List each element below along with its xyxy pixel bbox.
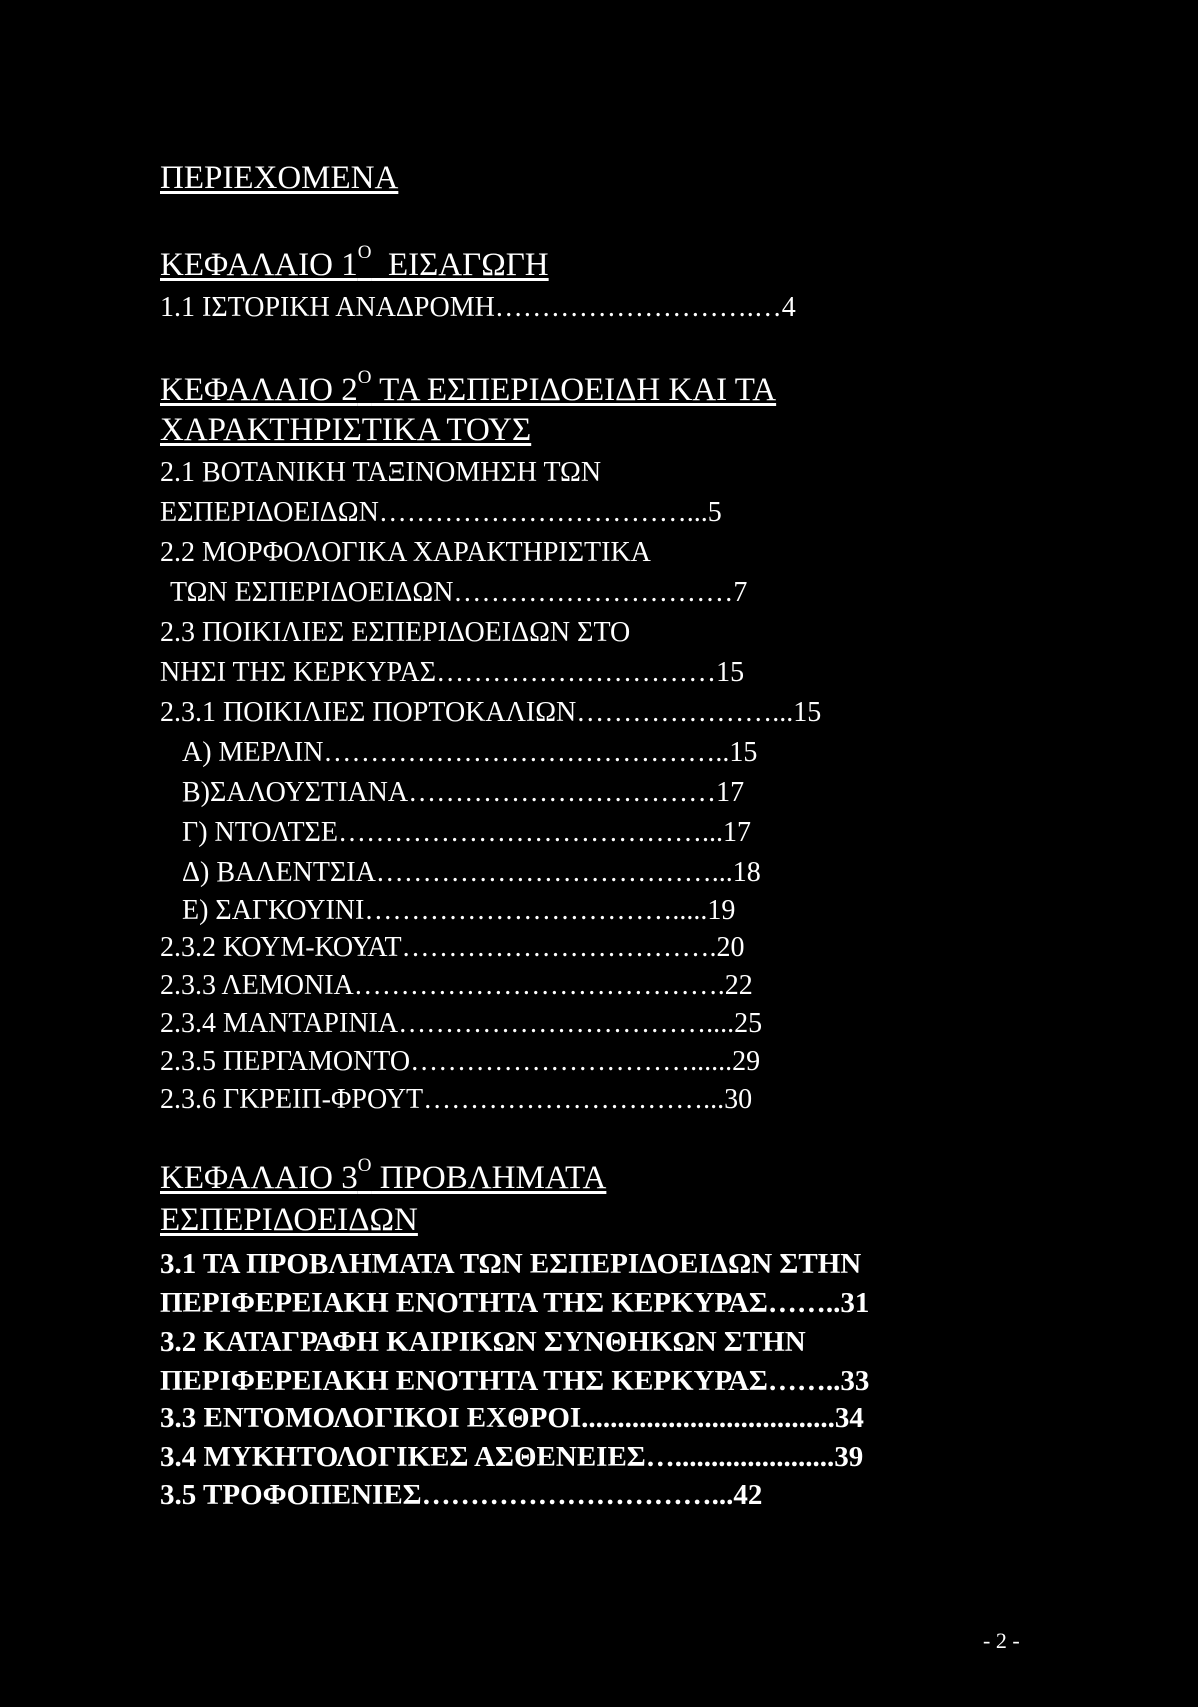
toc-title: ΠΕΡΙΕΧΟΜΕΝΑ [160, 160, 399, 196]
chapter-1-sup: Ο [357, 242, 372, 263]
toc-entry-2-3-6: 2.3.6 ΓΚΡΕΙΠ-ΦΡΟΥΤ…………………………...30 [160, 1084, 753, 1115]
toc-entry-2-1-line2: ΕΣΠΕΡΙΔΟΕΙΔΩΝ……………………………...5 [160, 497, 722, 528]
chapter-1-heading [160, 242, 549, 285]
toc-entry-3-1-line1: 3.1 ΤΑ ΠΡΟΒΛΗΜΑΤΑ ΤΩΝ ΕΣΠΕΡΙΔΟΕΙΔΩΝ ΣΤΗΝ [160, 1248, 862, 1280]
toc-entry-3-3: 3.3 ΕΝΤΟΜΟΛΟΓΙΚΟΙ ΕΧΘΡΟΙ...................................34 [160, 1402, 864, 1434]
toc-entry-2-3-line1: 2.3 ΠΟΙΚΙΛΙΕΣ ΕΣΠΕΡΙΔΟΕΙΔΩΝ ΣΤΟ [160, 617, 631, 648]
toc-entry-2-3-line2: ΝΗΣΙ ΤΗΣ ΚΕΡΚΥΡΑΣ…………………………15 [160, 657, 745, 688]
toc-entry-2-2-line2: ΤΩΝ ΕΣΠΕΡΙΔΟΕΙΔΩΝ…………………………7 [170, 577, 748, 608]
chapter-1-prefix: ΚΕΦΑΛΑΙΟ 1 [160, 247, 358, 283]
toc-entry-dolce: Γ) ΝΤΟΛΤΣΕ…………………………………...17 [182, 817, 751, 848]
toc-entry-2-3-3: 2.3.3 ΛΕΜΟΝΙΑ………………………………….22 [160, 970, 753, 1001]
toc-entry-3-1-line2: ΠΕΡΙΦΕΡΕΙΑΚΗ ΕΝΟΤΗΤΑ ΤΗΣ ΚΕΡΚΥΡΑΣ……..31 [160, 1287, 870, 1319]
chapter-3-prefix: ΚΕΦΑΛΑΙΟ 3 [160, 1160, 358, 1196]
chapter-3-heading [160, 1155, 607, 1198]
chapter-1-title: ΕΙΣΑΓΩΓΗ [371, 247, 549, 283]
toc-entry-3-4: 3.4 ΜΥΚΗΤΟΛΟΓΙΚΕΣ ΑΣΘΕΝΕΙΕΣ…......................39 [160, 1441, 864, 1473]
toc-entry-1-1: 1.1 ΙΣΤΟΡΙΚΗ ΑΝΑΔΡΟΜΗ……………………….…4 [160, 292, 796, 323]
toc-entry-saloustiana: Β)ΣΑΛΟΥΣΤΙΑΝΑ……………………………17 [182, 777, 745, 808]
toc-entry-3-2-line1: 3.2 ΚΑΤΑΓΡΑΦΗ ΚΑΙΡΙΚΩΝ ΣΥΝΘΗΚΩΝ ΣΤΗΝ [160, 1326, 806, 1358]
chapter-2-heading [160, 367, 777, 410]
toc-entry-2-3-2: 2.3.2 ΚΟΥΜ-ΚΟΥΑΤ…………………………….20 [160, 932, 745, 963]
toc-entry-sanguinello: Ε) ΣΑΓΚΟΥΙΝΙ…………………………….....19 [182, 895, 736, 926]
toc-entry-merlin: Α) ΜΕΡΛΙΝ……………………………………..15 [182, 737, 758, 768]
toc-entry-2-3-1: 2.3.1 ΠΟΙΚΙΛΙΕΣ ΠΟΡΤΟΚΑΛΙΩΝ…………………...15 [160, 697, 822, 728]
toc-entry-2-1-line1: 2.1 ΒΟΤΑΝΙΚΗ ΤΑΞΙΝΟΜΗΣΗ ΤΩΝ [160, 457, 602, 488]
toc-entry-2-2-line1: 2.2 ΜΟΡΦΟΛΟΓΙΚΑ ΧΑΡΑΚΤΗΡΙΣΤΙΚΑ [160, 537, 651, 568]
chapter-2-heading-line2: ΧΑΡΑΚΤΗΡΙΣΤΙΚΑ ΤΟΥΣ [160, 412, 532, 448]
toc-entry-3-2-line2: ΠΕΡΙΦΕΡΕΙΑΚΗ ΕΝΟΤΗΤΑ ΤΗΣ ΚΕΡΚΥΡΑΣ……..33 [160, 1365, 870, 1397]
page-number: - 2 - [983, 1628, 1020, 1653]
chapter-3-sup: Ο [357, 1155, 372, 1176]
chapter-2-title: ΤΑ ΕΣΠΕΡΙΔΟΕΙΔΗ ΚΑΙ ΤΑ [371, 372, 777, 408]
chapter-3-title: ΠΡΟΒΛΗΜΑΤΑ [371, 1160, 607, 1196]
chapter-3-heading-line2: ΕΣΠΕΡΙΔΟΕΙΔΩΝ [160, 1202, 418, 1238]
toc-entry-valencia: Δ) ΒΑΛΕΝΤΣΙΑ………………………………...18 [182, 857, 761, 888]
chapter-2-prefix: ΚΕΦΑΛΑΙΟ 2 [160, 372, 358, 408]
toc-entry-3-5: 3.5 ΤΡΟΦΟΠΕΝΙΕΣ…………………………...42 [160, 1479, 763, 1511]
toc-entry-2-3-5: 2.3.5 ΠΕΡΓΑΜΟΝΤΟ…………………………......29 [160, 1046, 761, 1077]
toc-entry-2-3-4: 2.3.4 ΜΑΝΤΑΡΙΝΙΑ……………………………....25 [160, 1008, 763, 1039]
chapter-2-sup: Ο [357, 367, 372, 388]
